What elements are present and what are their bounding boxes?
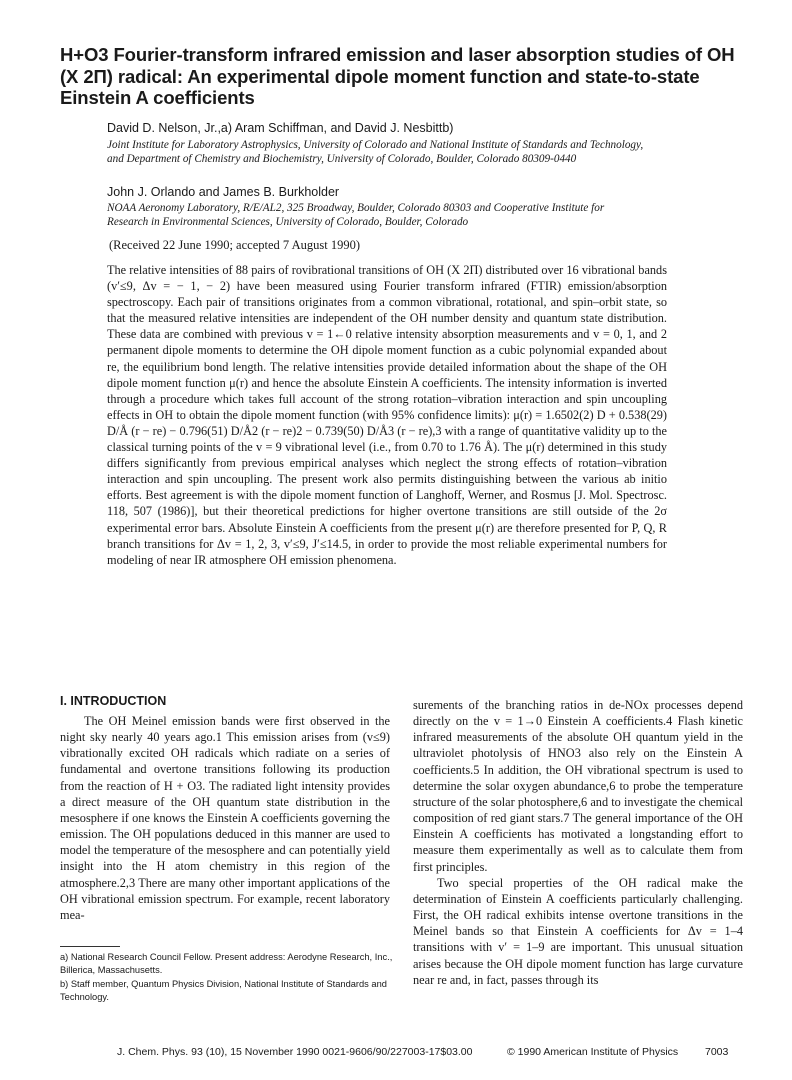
section-heading: I. INTRODUCTION <box>60 694 167 708</box>
affiliation-1: Joint Institute for Laboratory Astrophysics, University of Colorado and National Institute of Standards and Technology, and Department of Chemistry and Biochemistry, University of Colorado, Boulder, Colorado 80309-0440 <box>107 139 644 165</box>
column-right <box>413 697 743 988</box>
intro-paragraph-1: The OH Meinel emission bands were first observed in the night sky nearly 40 years ago.1 This emission arises from (v≤9) vibrationally excited OH radicals which radiate on a series of fundamental and overtone transitions following its production from the reaction of H + O3. The radiated light intensity provides a direct measure of the OH quantum state distribution in the mesosphere if one knows the Einstein A coefficients governing the emission. The OH populations deduced in this manner are used to model the temperature of the mesosphere and can potentially yield insight into the H atom chemistry in this region of the atmosphere.2,3 There are many other important applications of the OH vibrational emission spectrum. For example, recent laboratory mea- <box>60 714 390 922</box>
footnotes <box>60 951 395 1005</box>
author-line-1: David D. Nelson, Jr.,a) Aram Schiffman, and David J. Nesbittb) <box>107 121 454 135</box>
paper-title: H+O3 Fourier-transform infrared emission and laser absorption studies of OH (X 2Π) radical: An experimental dipole moment function and state-to-state Einstein A coefficients <box>60 44 735 108</box>
affiliation-2: NOAA Aeronomy Laboratory, R/E/AL2, 325 Broadway, Boulder, Colorado 80303 and Cooperative Institute for Research in Environmental Sciences, University of Colorado, Boulder, Colorado <box>107 202 605 228</box>
footer-page-number: 7003 <box>705 1046 729 1058</box>
abstract: The relative intensities of 88 pairs of rovibrational transitions of OH (X 2Π) distributed over 16 vibrational bands (v′≤9, Δv = − 1, − 2) have been measured using Fourier transform infrared (FTIR) emission/absorption spectroscopy. Each pair of transitions originates from a common vibrational, rotational, and spin–orbit state, so that the measured relative intensities are independent of the OH number density and quantum state distribution. These data are combined with previous v = 1←0 relative intensity absorption measurements and v = 0, 1, and 2 permanent dipole moments to determine the OH dipole moment function as a cubic polynomial expanded about re, the equilibrium bond length. The relative intensities provide detailed information about the shape of the OH dipole moment function μ(r) and hence the absolute Einstein A coefficients. The intensity information is inverted through a procedure which takes full account of the strong rotation–vibration interaction and spin uncoupling effects in OH to obtain the dipole moment function (with 95% confidence limits): μ(r) = 1.6502(2) D + 0.538(29) D/Å (r − re) − 0.796(51) D/Å2 (r − re)2 − 0.739(50) D/Å3 (r − re),3 with a range of quantitative validity up to the classical turning points of the v = 9 vibrational level (i.e., from 0.70 to 1.76 Å). The μ(r) determined in this study differs significantly from previous empirical analyses which neglect the strong effects of rotation–vibration interaction and spin uncoupling. The present work also permits distinguishing between the various ab initio efforts. Best agreement is with the dipole moment function of Langhoff, Werner, and Rosmus [J. Mol. Spectrosc. 118, 507 (1986)], but their theoretical predictions for higher overtone transitions are still outside of the 2σ experimental error bars. Absolute Einstein A coefficients from the present μ(r) are therefore presented for P, Q, R branch transitions for Δv = 1, 2, 3, v′≤9, J′≤14.5, in order to provide the most reliable experimental numbers for modeling of near IR atmosphere OH emission phenomena. <box>107 263 667 567</box>
intro-paragraph-2: surements of the branching ratios in de-NOx processes depend directly on the v = 1→0 Einstein A coefficients.4 Flash kinetic infrared measurements of the absolute OH quantum yield in the ultraviolet photolysis of HNO3 also rely on the Einstein A coefficients.5 In addition, the OH vibrational spectrum is used to determine the solar oxygen abundance,6 to probe the temperature structure of the solar photosphere,6 and to investigate the chemical composition of red giant stars.7 The general importance of the OH Einstein A coefficients has motivated a longstanding effort to measure them experimentally as well as to calculate them from first principles. <box>413 698 743 874</box>
footnote-divider <box>60 946 120 947</box>
footnote-b: b) Staff member, Quantum Physics Division, National Institute of Standards and Technology. <box>60 979 387 1002</box>
column-left <box>60 713 390 923</box>
footnote-a: a) National Research Council Fellow. Present address: Aerodyne Research, Inc., Billerica, Massachusetts. <box>60 952 393 975</box>
intro-paragraph-3: Two special properties of the OH radical make the determination of Einstein A coefficients particularly challenging. First, the OH radical exhibits intense overtone transitions in the Meinel bands so that Einstein A coefficients for Δv = 1–4 transitions with v′ = 1–9 are important. This unusual situation arises because the OH dipole moment function has large curvature near re and, in fact, passes through its <box>413 875 743 987</box>
author-line-2: John J. Orlando and James B. Burkholder <box>107 185 340 199</box>
footer-journal: J. Chem. Phys. 93 (10), 15 November 1990 0021-9606/90/227003-17$03.00 <box>117 1046 473 1058</box>
received-dates: (Received 22 June 1990; accepted 7 August 1990) <box>109 238 360 252</box>
footer-copyright: © 1990 American Institute of Physics <box>507 1046 679 1058</box>
